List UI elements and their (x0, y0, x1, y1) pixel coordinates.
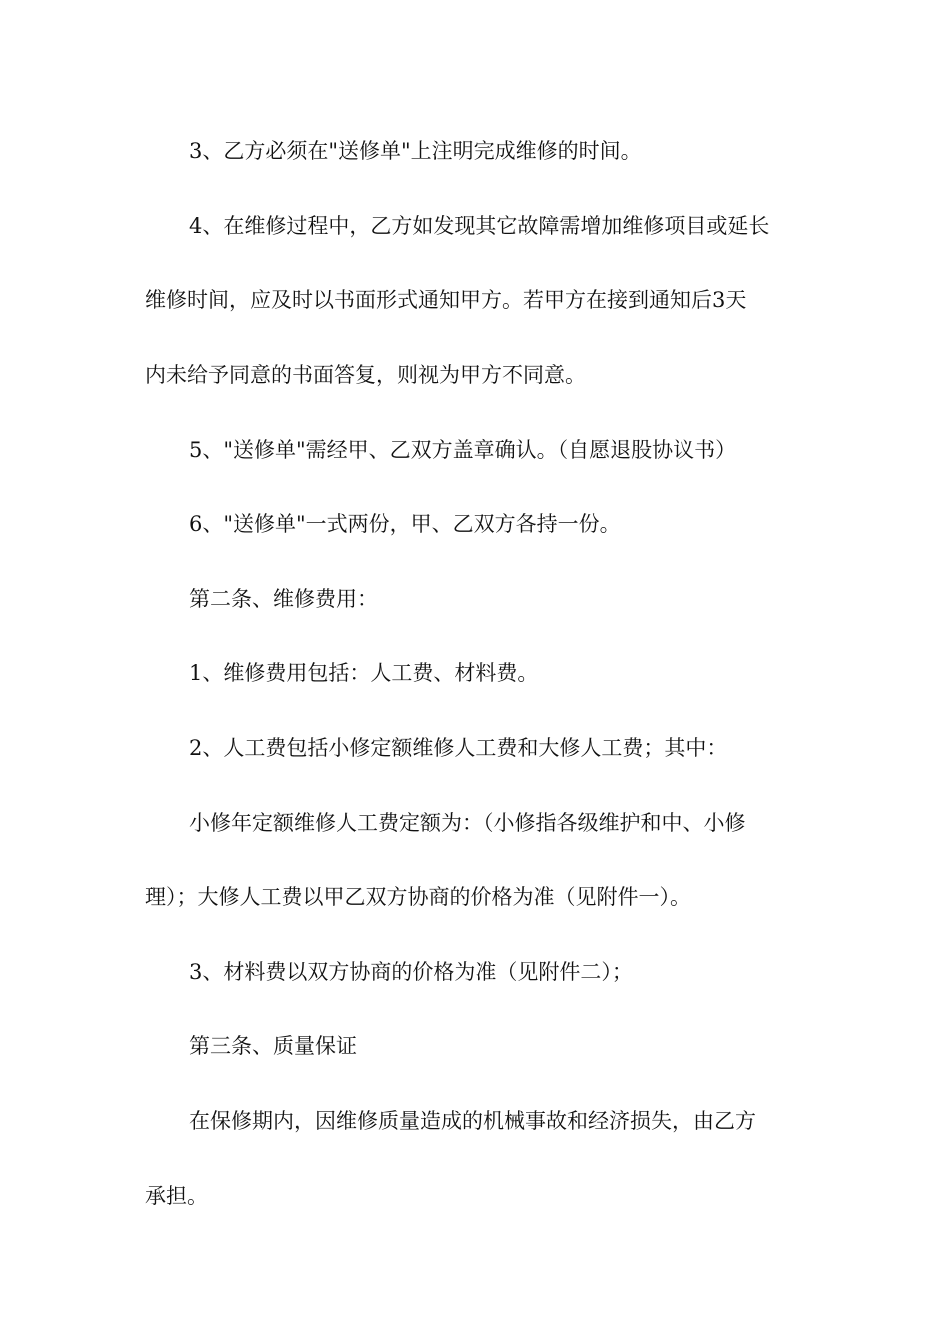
paragraph-item-5-seal-confirm: 5、"送修单"需经甲、乙双方盖章确认。（自愿退股协议书） (189, 438, 737, 462)
paragraph-warranty-line-1: 在保修期内，因维修质量造成的机械事故和经济损失，由乙方 (189, 1109, 756, 1133)
paragraph-item-3-send-repair-time: 3、乙方必须在"送修单"上注明完成维修的时间。 (189, 139, 642, 163)
paragraph-item-4-line-3: 内未给予同意的书面答复，则视为甲方不同意。 (145, 363, 586, 387)
paragraph-minor-repair-line-1: 小修年定额维修人工费定额为：（小修指各级维护和中、小修 (189, 811, 746, 835)
paragraph-fee-item-2: 2、人工费包括小修定额维修人工费和大修人工费；其中： (189, 736, 728, 760)
paragraph-minor-repair-line-2: 理）；大修人工费以甲乙双方协商的价格为准（见附件一）。 (145, 885, 691, 909)
section-heading-article-2: 第二条、维修费用： (189, 587, 378, 611)
paragraph-fee-item-1: 1、维修费用包括：人工费、材料费。 (189, 661, 539, 685)
section-heading-article-3: 第三条、质量保证 (189, 1034, 357, 1058)
paragraph-fee-item-3: 3、材料费以双方协商的价格为准（见附件二）； (189, 960, 633, 984)
paragraph-item-4-line-2: 维修时间，应及时以书面形式通知甲方。若甲方在接到通知后3天 (145, 288, 747, 312)
paragraph-item-6-duplicate: 6、"送修单"一式两份，甲、乙双方各持一份。 (189, 512, 621, 536)
paragraph-warranty-line-2: 承担。 (145, 1184, 208, 1208)
paragraph-item-4-line-1: 4、在维修过程中，乙方如发现其它故障需增加维修项目或延长 (189, 214, 770, 238)
